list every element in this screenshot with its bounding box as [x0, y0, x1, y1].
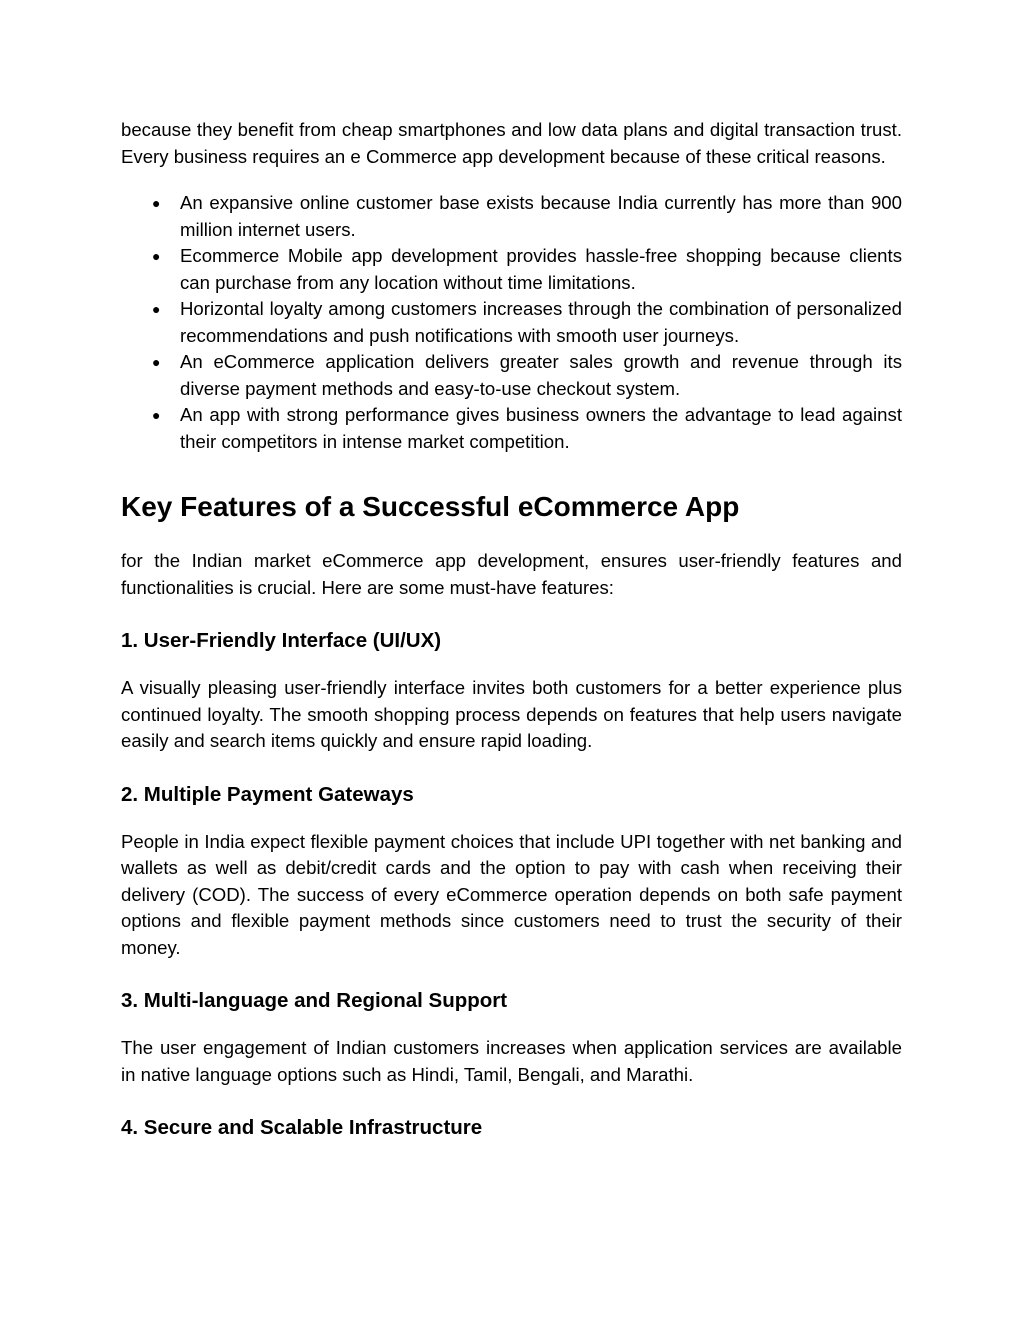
list-item-text: Horizontal loyalty among customers increases through the combination of personalized recommendations and push notifications with smooth user journeys.	[180, 298, 902, 346]
list-item	[121, 190, 902, 243]
bullet-icon: ●	[152, 354, 161, 370]
feature-body-multi-language: The user engagement of Indian customers increases when application services are available in native language options such as Hindi, Tamil, Bengali, and Marathi.	[121, 1037, 902, 1085]
bullet-icon: ●	[152, 195, 161, 211]
feature-heading-infrastructure: 4. Secure and Scalable Infrastructure	[121, 1116, 483, 1139]
bullet-icon: ●	[152, 248, 161, 264]
document-page	[121, 117, 902, 1141]
bullet-icon: ●	[152, 301, 161, 317]
feature-heading-ui-ux: 1. User-Friendly Interface (UI/UX)	[121, 629, 442, 652]
feature-heading-multi-language: 3. Multi-language and Regional Support	[121, 989, 508, 1012]
list-item	[121, 296, 902, 349]
reasons-list	[121, 190, 902, 455]
opening-paragraph: because they benefit from cheap smartphones and low data plans and digital transaction trust. Every business requires an e Commerce app development because of these critical reasons.	[121, 119, 902, 167]
section-heading: Key Features of a Successful eCommerce App	[121, 491, 740, 522]
list-item	[121, 349, 902, 402]
feature-body-payment-gateways: People in India expect flexible payment choices that include UPI together with net banking and wallets as well as debit/credit cards and the option to pay with cash when receiving their delivery (COD). The success of every eCommerce operation depends on both safe payment options and flexible payment methods since customers need to trust the security of their money.	[121, 830, 902, 958]
section-intro: for the Indian market eCommerce app development, ensures user-friendly features and functionalities is crucial. Here are some must-have features:	[121, 550, 902, 598]
list-item-text: An expansive online customer base exists because India currently has more than 900 million internet users.	[180, 192, 902, 240]
list-item	[121, 243, 902, 296]
list-item-text: Ecommerce Mobile app development provides hassle-free shopping because clients can purchase from any location without time limitations.	[180, 245, 902, 293]
feature-body-ui-ux: A visually pleasing user-friendly interface invites both customers for a better experience plus continued loyalty. The smooth shopping process depends on features that help users navigate easily and search items quickly and ensure rapid loading.	[121, 677, 902, 751]
list-item	[121, 402, 902, 455]
list-item-text: An eCommerce application delivers greater sales growth and revenue through its diverse payment methods and easy-to-use checkout system.	[180, 351, 902, 399]
list-item-text: An app with strong performance gives business owners the advantage to lead against their competitors in intense market competition.	[180, 404, 902, 452]
bullet-icon: ●	[152, 407, 161, 423]
feature-heading-payment-gateways: 2. Multiple Payment Gateways	[121, 782, 414, 806]
